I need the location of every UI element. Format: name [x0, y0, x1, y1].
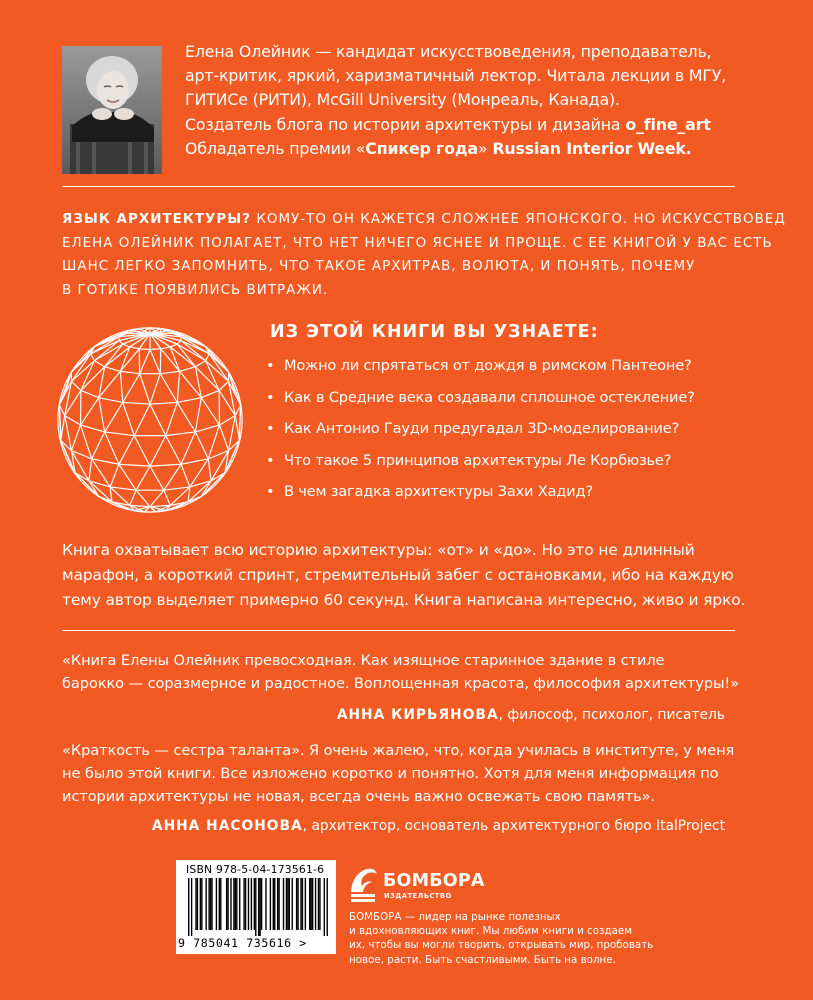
sphere-edge [99, 398, 123, 403]
barcode-bar [233, 878, 234, 930]
sphere-edge [123, 344, 130, 347]
sphere-edge [105, 432, 135, 436]
intro-line: ЕЛЕНА ОЛЕЙНИК ПОЛАГАЕТ, ЧТО НЕТ НИЧЕГО ЯСНЕЕ И ПРОЩЕ. С ЕЕ КНИГОЙ У ВАС ЕСТЬ [62, 235, 773, 251]
barcode-bar [251, 878, 252, 930]
barcode-bar [277, 878, 278, 930]
barcode-bars-icon [188, 878, 328, 936]
sphere-edge [120, 371, 139, 373]
bullet-icon: • [266, 388, 275, 406]
barcode-bar [227, 878, 228, 930]
quote-line: «Книга Елены Олейник превосходная. Как изящное старинное здание в стиле [62, 652, 665, 669]
sphere-edge [150, 349, 160, 373]
bio-line: арт-критик, яркий, харизматичный лектор. Читала лекции в МГУ, [185, 66, 727, 86]
sphere-edge [134, 404, 150, 436]
sphere-edge [206, 361, 229, 382]
list-item-text: Можно ли спрятаться от дождя в римском Пантеоне? [284, 357, 692, 374]
sphere-edge [119, 436, 134, 465]
list-item [266, 387, 746, 419]
publisher-line: и вдохновляющих книг. Мы любим книги и создаем [349, 925, 633, 938]
sphere-edge [177, 341, 181, 345]
reviewer-name: АННА КИРЬЯНОВА [336, 707, 499, 723]
barcode-bar [278, 878, 279, 930]
barcode-bar [195, 878, 196, 930]
sphere-edge [164, 487, 190, 490]
sphere-edge [119, 464, 136, 490]
sphere-edge [150, 464, 181, 466]
sphere-edge [89, 459, 92, 481]
sphere-edge [177, 402, 195, 431]
sphere-edge [150, 374, 160, 404]
sphere-edge [160, 371, 179, 373]
barcode-bar [265, 878, 266, 930]
barcode-bar [191, 878, 192, 936]
sphere-outline [58, 328, 242, 512]
sphere-edge [134, 436, 150, 467]
list-item-text: Что такое 5 принципов архитектуры Ле Корбюзье? [284, 451, 672, 469]
barcode-bar [274, 878, 275, 930]
sphere-edge [150, 436, 166, 467]
barcode-bar [236, 878, 237, 930]
sphere-edge [123, 402, 135, 435]
sphere-edge [136, 490, 150, 506]
barcode-bar [245, 878, 246, 930]
learn-heading: ИЗ ЭТОЙ КНИГИ ВЫ УЗНАЕТЕ: [270, 322, 599, 342]
barcode-bar [324, 878, 325, 936]
barcode-bar [289, 878, 290, 930]
sphere-edge [180, 371, 202, 397]
sphere-edge [91, 354, 95, 361]
barcode-bar [318, 878, 319, 930]
award-prefix: Обладатель премии « [185, 138, 366, 158]
barcode-bar [297, 878, 298, 930]
barcode-bar [211, 878, 212, 930]
bio-line [185, 137, 785, 161]
barcode-bar [216, 878, 217, 930]
sphere-edge [136, 466, 150, 490]
sphere-edge [150, 402, 177, 404]
bullet-icon: • [266, 420, 275, 437]
award-name: Спикер года [365, 138, 478, 158]
sphere-edge [219, 416, 235, 425]
award-event: Russian Interior Week. [492, 138, 692, 158]
summary-line: Книга охватывает всю историю архитектуры: «от» и «до». Но это не длинный [62, 541, 695, 559]
sphere-edge [99, 398, 105, 432]
bio-blog-text: Создатель блога по истории архитектуры и дизайна [185, 114, 626, 134]
barcode-bar [286, 878, 287, 930]
list-item-text: Как в Средние века создавали сплошное остекление? [284, 388, 695, 406]
sphere-edge [181, 459, 208, 464]
sphere-edge [219, 425, 228, 451]
sphere-edge [177, 371, 179, 402]
sphere-edge [164, 490, 170, 505]
barcode-bar [312, 878, 313, 930]
barcode-bar [287, 878, 288, 930]
sphere-edge [208, 425, 219, 459]
barcode-bar [255, 878, 256, 936]
sphere-edge [201, 390, 219, 397]
sphere-edge [105, 344, 123, 367]
barcode-bar [220, 878, 221, 930]
barcode-bar [319, 878, 320, 930]
blog-handle: o_fine_art [625, 114, 711, 134]
sphere-edge [164, 464, 181, 490]
barcode-bar [219, 878, 220, 930]
sphere-edge [105, 367, 121, 372]
sphere-edge [181, 432, 195, 464]
sphere-edge [119, 464, 150, 466]
sphere-edge [81, 390, 99, 397]
sphere-edge [150, 404, 166, 436]
sphere-edge [239, 405, 240, 430]
sphere-edge [65, 416, 81, 425]
quote-line: не было этой книги. Все изложено коротко и понятно. Хотя для меня информация по [62, 764, 719, 782]
reviewer-name: АННА НАСОНОВА [151, 818, 303, 834]
sphere-edge [195, 432, 208, 459]
bombora-wave-logo-icon [348, 862, 380, 904]
list-item [266, 481, 746, 513]
publisher-description [349, 910, 654, 967]
sphere-edge [140, 374, 150, 404]
divider [62, 630, 735, 631]
barcode-bar [270, 878, 271, 930]
sphere-edge [161, 347, 170, 349]
barcode-bar [259, 878, 260, 936]
sphere-edge [61, 416, 65, 441]
sphere-edge [177, 398, 201, 403]
barcode-bar [239, 878, 240, 930]
sphere-edge [110, 464, 119, 487]
sphere-edge [123, 374, 140, 403]
summary-paragraph [62, 538, 746, 612]
sphere-edge [180, 367, 196, 372]
barcode-bar [261, 878, 262, 930]
barcode-bar [226, 878, 227, 930]
list-item [266, 450, 746, 482]
barcode-bar [292, 878, 293, 930]
sphere-edge [94, 361, 104, 367]
sphere-edge [235, 416, 239, 441]
barcode-bar [327, 878, 328, 936]
sphere-edge [170, 344, 177, 347]
list-item-text: В чем загадка архитектуры Захи Хадид? [284, 483, 593, 500]
barcode-bar [296, 878, 297, 930]
sphere-edge [81, 398, 99, 425]
sphere-edge [110, 487, 136, 490]
sphere-edge [81, 425, 92, 459]
learn-list [266, 355, 746, 513]
divider [62, 186, 735, 187]
review-quote [62, 740, 742, 808]
barcode-bar [200, 878, 201, 930]
sphere-edge [120, 371, 122, 402]
sphere-edge [166, 432, 196, 436]
sphere-edge [71, 381, 80, 390]
summary-line: тему автор выделяет примерно 60 секунд. Книга написана интересно, живо и ярко. [62, 590, 746, 609]
intro-paragraph [62, 208, 786, 302]
publisher-logo [348, 862, 485, 906]
barcode-bar [283, 878, 284, 930]
sphere-edge [195, 361, 205, 367]
isbn-label: ISBN 978-5-04-173561-6 [186, 863, 325, 876]
sphere-edge [139, 349, 150, 350]
sphere-edge [130, 490, 136, 505]
intro-lead: ЯЗЫК АРХИТЕКТУРЫ? [62, 212, 252, 227]
author-portrait-image [62, 46, 162, 174]
publisher-name: БОМБОРА [383, 871, 485, 891]
sphere-edge [92, 432, 105, 459]
sphere-edge [206, 354, 210, 361]
list-item-text: Как Антонио Гауди предугадал 3D-моделирование? [284, 420, 680, 437]
intro-line: ШАНС ЛЕГКО ЗАПОМНИТЬ, ЧТО ТАКОЕ АРХИТРАВ, ВОЛЮТА, И ПОНЯТЬ, ПОЧЕМУ [62, 259, 696, 275]
bio-line: Елена Олейник — кандидат искусствоведения, преподаватель, [185, 42, 712, 61]
isbn-barcode [176, 860, 336, 954]
sphere-edge [201, 398, 219, 425]
sphere-edge [119, 341, 123, 345]
barcode-bar [273, 878, 274, 930]
barcode-bar [305, 878, 306, 930]
sphere-edge [71, 425, 80, 451]
barcode-bar [254, 878, 255, 930]
intro-line-rest: КОМУ-ТО ОН КАЖЕТСЯ СЛОЖНЕЕ ЯПОНСКОГО. НО ИСКУССТВОВЕД [251, 212, 786, 227]
sphere-edge [105, 402, 123, 431]
barcode-bar [208, 878, 209, 930]
barcode-bar [248, 878, 249, 930]
quote-line: истории архитектуры не новая, всегда очень важно освежать свою память». [62, 787, 655, 805]
barcode-bar [302, 878, 303, 930]
review-attribution [152, 818, 725, 834]
list-item [266, 355, 746, 387]
sphere-edge [99, 371, 121, 397]
intro-line [62, 208, 786, 232]
publisher-line: БОМБОРА — лидер на рынке полезных [349, 911, 561, 923]
barcode-bar [315, 878, 316, 930]
sphere-edge [166, 436, 181, 465]
sphere-edge [150, 466, 164, 490]
sphere-edge [230, 440, 240, 463]
sphere-edge [177, 344, 205, 361]
sphere-edge [219, 381, 228, 390]
barcode-bar [311, 878, 312, 930]
geodesic-sphere-icon [52, 322, 248, 518]
sphere-edge [150, 349, 161, 350]
quote-line: «Краткость — сестра таланта». Я очень жалею, что, когда училась в институте, у меня [62, 742, 735, 759]
sphere-edge [71, 361, 94, 382]
sphere-edge [94, 344, 122, 361]
author-bio [185, 40, 785, 161]
barcode-bar [309, 878, 310, 930]
sphere-edge [160, 374, 177, 403]
sphere-edge [208, 459, 211, 481]
bullet-icon: • [266, 357, 275, 374]
barcode-bar [300, 878, 301, 930]
summary-line: марафон, а короткий спринт, стремительный забег с остановками, ибо на каждую [62, 565, 734, 584]
list-item [266, 418, 746, 450]
review-attribution [337, 707, 725, 723]
sphere-edge [150, 490, 164, 506]
publisher-subtitle: ИЗДАТЕЛЬСТВО [384, 892, 452, 900]
sphere-edge [195, 398, 201, 432]
sphere-edge [105, 432, 119, 464]
barcode-bar [230, 878, 231, 930]
reviewer-role: , архитектор, основатель архитектурного бюро ItalProject [302, 818, 725, 834]
bio-line: ГИТИСе (РИТИ), McGill University (Монреаль, Канада). [185, 90, 620, 110]
review-quote [62, 650, 742, 696]
sphere-edge [140, 349, 150, 373]
barcode-bar [243, 878, 244, 930]
bio-line [185, 113, 785, 137]
barcode-bar [235, 878, 236, 930]
barcode-bar [206, 878, 207, 930]
award-suffix: » [477, 138, 493, 158]
sphere-edge [123, 402, 150, 404]
sphere-edge [92, 459, 119, 464]
barcode-bar [201, 878, 202, 930]
publisher-line: их, чтобы вы могли творить, открывать мир, пробовать [349, 939, 654, 952]
author-photo [62, 46, 162, 174]
publisher-line: новое, расти. Быть счастливыми. Быть на волне. [349, 953, 616, 966]
sphere-edge [130, 347, 139, 349]
barcode-bar [258, 878, 259, 936]
reviewer-role: , философ, психолог, писатель [498, 707, 725, 723]
sphere-edge [195, 425, 219, 432]
sphere-edge [177, 344, 195, 367]
ean-digits: 9 785041 735616 > [178, 936, 307, 950]
barcode-bar [188, 878, 189, 936]
intro-line: В ГОТИКЕ ПОЯВИЛИСЬ ВИТРАЖИ. [62, 282, 329, 298]
quote-line: барокко — соразмерное и радостное. Воплощенная красота, философия архитектуры!» [62, 674, 740, 692]
sphere-edge [166, 402, 178, 435]
bullet-icon: • [266, 483, 275, 500]
sphere-edge [206, 347, 219, 363]
barcode-bar [210, 878, 211, 930]
sphere-edge [81, 425, 105, 432]
bullet-icon: • [266, 451, 275, 469]
barcode-bar [197, 878, 198, 930]
sphere-edge [181, 464, 190, 487]
